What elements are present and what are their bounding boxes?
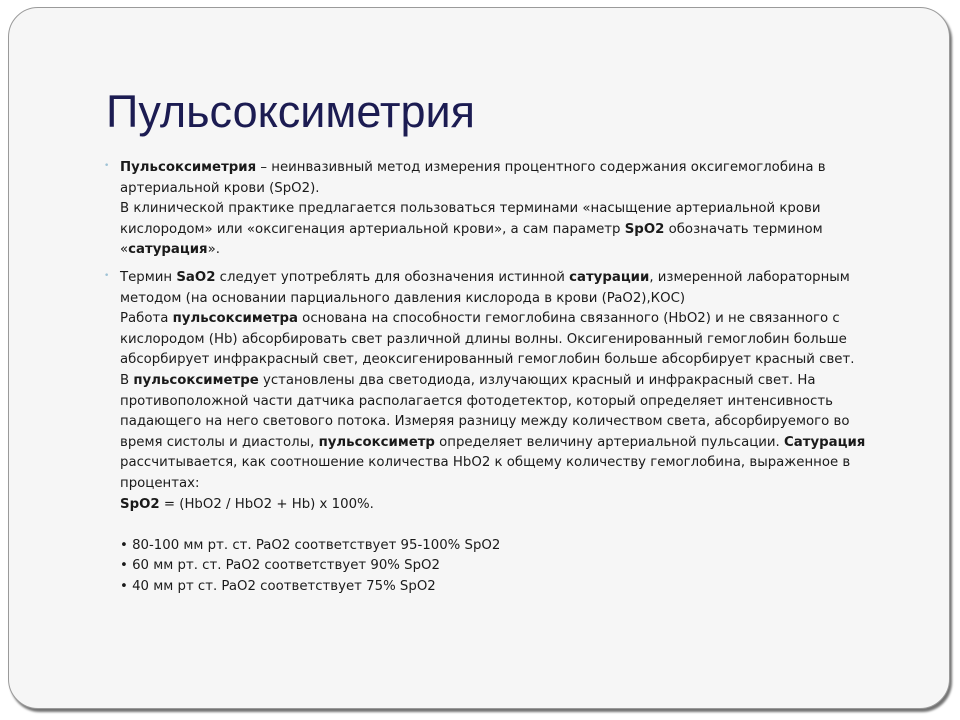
- bold-term: пульсоксиметре: [133, 372, 259, 388]
- text-run: • 80-100 мм рт. ст. PaO2 соответствует 95-100% SpO2: [120, 537, 501, 553]
- text-run: установлены два светодиода, излучающих красный и инфракрасный свет. На: [258, 372, 816, 388]
- text-run: следует употреблять для обозначения истинной: [215, 269, 570, 285]
- text-run: абсорбирует инфракрасный свет, деоксигенированный гемоглобин больше абсорбирует красный свет.: [120, 352, 855, 368]
- text-run: «: [120, 242, 129, 258]
- slide-title: Пульсоксиметрия: [106, 86, 476, 137]
- bullet-dot-icon: •: [104, 270, 110, 281]
- bold-term: SpO2: [120, 496, 160, 512]
- bold-term: Пульсоксиметрия: [120, 160, 257, 175]
- text-line: [120, 330, 904, 351]
- text-line: [120, 412, 904, 433]
- bold-term: сатурация: [128, 242, 208, 258]
- text-line: [120, 240, 904, 261]
- text-run: В: [120, 372, 134, 388]
- text-run: определяет величину артериальной пульсации.: [434, 434, 785, 450]
- text-run: рассчитывается, как соотношение количества HbO2 к общему количеству гемоглобина, выраженное в: [120, 455, 851, 471]
- text-run: = (HbO2 / HbO2 + Hb) x 100%.: [159, 496, 374, 512]
- text-line: [120, 474, 904, 495]
- bullet-paragraph: [104, 268, 904, 598]
- text-run: – неинвазивный метод измерения процентного содержания оксигемоглобина в: [256, 160, 826, 175]
- text-run: методом (на основании парциального давления кислорода в крови (PaO2),КОС): [120, 290, 686, 306]
- text-run: Работа: [120, 311, 173, 327]
- bullet-paragraph: [104, 158, 904, 261]
- text-run: обозначать термином: [664, 221, 823, 237]
- bullet-dot-icon: •: [104, 161, 110, 171]
- text-line: [120, 220, 904, 241]
- text-run: процентах:: [120, 475, 200, 491]
- text-line: [120, 495, 904, 516]
- text-run: основана на способности гемоглобина связанного (HbO2) и не связанного с: [297, 311, 840, 327]
- text-line: [120, 371, 904, 392]
- bold-term: пульсоксиметра: [172, 311, 298, 327]
- blank-line: [120, 515, 904, 536]
- text-line: [120, 350, 904, 371]
- text-line: [120, 556, 904, 577]
- text-run: • 60 мм рт. ст. PaO2 соответствует 90% SpO2: [120, 558, 440, 574]
- text-line: [120, 289, 904, 310]
- bold-term: Сатурация: [784, 434, 866, 450]
- text-line: [120, 199, 904, 220]
- text-line: [120, 158, 904, 179]
- text-run: ».: [207, 242, 220, 258]
- text-run: кислородом (Hb) абсорбировать свет различной длины волны. Оксигенированный гемоглобин больше: [120, 331, 847, 347]
- text-line: [120, 536, 904, 557]
- bold-term: сатурации: [569, 269, 650, 285]
- bold-term: SpO2: [624, 221, 665, 237]
- bold-term: SaO2: [176, 269, 216, 285]
- text-run: кислородом» или «оксигенация артериальной крови», а сам параметр: [120, 221, 625, 237]
- text-run: падающего на него светового потока. Измеряя разницу между количеством света, абсорбируемого во: [120, 414, 850, 430]
- text-line: [120, 179, 904, 200]
- text-line: [120, 433, 904, 454]
- text-run: время систолы и диастолы,: [120, 434, 319, 450]
- text-run: В клинической практике предлагается пользоваться терминами «насыщение артериальной крови: [120, 201, 821, 217]
- text-run: артериальной крови (SpO2).: [120, 180, 320, 196]
- text-line: [120, 453, 904, 474]
- text-run: противоположной части датчика располагается фотодетектор, который определяет интенсивность: [120, 393, 833, 409]
- text-line: [120, 392, 904, 413]
- text-line: [120, 268, 904, 289]
- text-line: [120, 577, 904, 598]
- text-line: [120, 309, 904, 330]
- text-run: , измеренной лабораторным: [649, 269, 850, 285]
- text-run: • 40 мм рт ст. PaO2 соответствует 75% SpO2: [120, 578, 436, 594]
- bold-term: пульсоксиметр: [318, 434, 435, 450]
- slide-body: [104, 158, 904, 604]
- text-run: Термин: [120, 269, 177, 285]
